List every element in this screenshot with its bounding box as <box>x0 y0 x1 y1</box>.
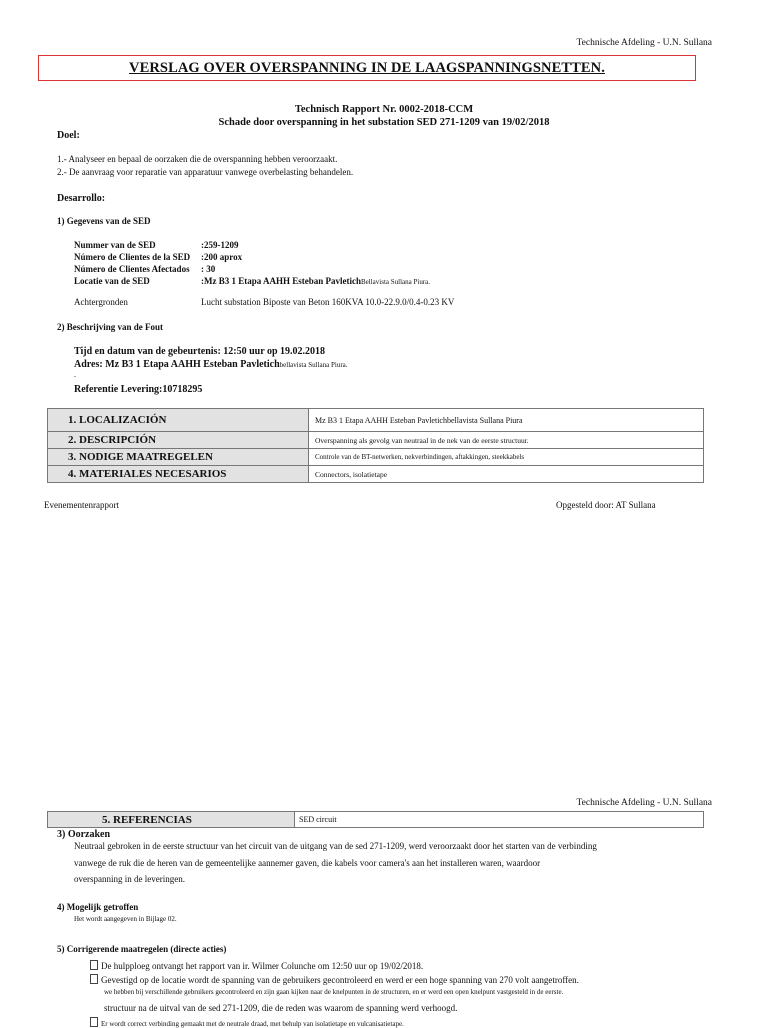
document-title: VERSLAG OVER OVERSPANNING IN DE LAAGSPANNINGSNETTEN. <box>129 59 605 76</box>
event-dot: . <box>74 370 76 379</box>
references-row <box>47 811 704 828</box>
table-value: Mz B3 1 Etapa AAHH Esteban Pavletichbellavista Sullana Piura <box>309 409 704 432</box>
table-label: 2. DESCRIPCIÓN <box>48 432 309 449</box>
checkbox-icon <box>90 1017 98 1027</box>
checkbox-icon <box>90 974 98 984</box>
mogelijk-heading: 4) Mogelijk getroffen <box>57 902 139 912</box>
summary-table <box>47 408 704 483</box>
event-reference: Referentie Levering:10718295 <box>74 384 203 395</box>
doel-item-1: 1.- Analyseer en bepaal de oorzaken die de overspanning hebben veroorzaakt. <box>57 154 338 164</box>
corrective-item-1: De hulpploeg ontvangt het rapport van ir. Wilmer Colunche om 12:50 uur op 19/02/2018. <box>90 960 423 971</box>
sed-label-clients: Número de Clientes de la SED <box>74 252 191 262</box>
sed-label-affected: Número de Clientes Afectados <box>74 264 190 274</box>
sed-label-location: Locatie van de SED <box>74 276 150 286</box>
page-header-dept: Technische Afdeling - U.N. Sullana <box>576 38 712 48</box>
sed-value-location: :Mz B3 1 Etapa AAHH Esteban PavletichBellavista Sullana Piura. <box>201 276 431 286</box>
table-value: Overspanning als gevolg van neutraal in de nek van de eerste structuur. <box>309 432 704 449</box>
page2-header-dept: Technische Afdeling - U.N. Sullana <box>576 798 712 808</box>
desarrollo-heading: Desarrollo: <box>57 193 106 204</box>
report-subtitle: Schade door overspanning in het substation SED 271-1209 van 19/02/2018 <box>218 117 550 128</box>
oorzaken-line-3: overspanning in de leveringen. <box>74 874 185 884</box>
event-address: Adres: Mz B3 1 Etapa AAHH Esteban Pavletichbellavista Sullana Piura. <box>74 359 348 370</box>
doel-item-2: 2.- De aanvraag voor reparatie van apparatuur vanwege overbelasting behandelen. <box>57 167 354 177</box>
table-row <box>48 449 704 466</box>
sed-value-clients: :200 aprox <box>201 252 243 262</box>
references-label: 5. REFERENCIAS <box>48 812 295 827</box>
section1-heading: 1) Gegevens van de SED <box>57 216 151 226</box>
table-label: 1. LOCALIZACIÓN <box>48 409 309 432</box>
sed-label-number: Nummer van de SED <box>74 240 156 250</box>
corrective-item-2-note: we hebben bij verschillende gebruikers gecontroleerd en zijn gaan kijken naar de knelpunten in de structuren, en er werd een open knelpunt vastgesteld in de eerste. <box>104 988 564 996</box>
checkbox-icon <box>90 960 98 970</box>
mogelijk-text: Het wordt aangegeven in Bijlage 02. <box>74 915 177 923</box>
oorzaken-heading: 3) Oorzaken <box>57 829 111 840</box>
table-value: Controle van de BT-netwerken, nekverbindingen, aftakkingen, steekkabels <box>309 449 704 466</box>
sed-value-number: :259-1209 <box>201 240 239 250</box>
background-value: Lucht substation Biposte van Beton 160KVA 10.0-22.9.0/0.4-0.23 KV <box>201 297 455 307</box>
corrective-item-2: Gevestigd op de locatie wordt de spanning van de gebruikers gecontroleerd en werd er een hoge spanning van 270 volt aangetroffen. <box>90 974 579 985</box>
event-time: Tijd en datum van de gebeurtenis: 12:50 uur op 19.02.2018 <box>74 346 326 357</box>
table-label: 4. MATERIALES NECESARIOS <box>48 466 309 483</box>
corrective-heading: 5) Corrigerende maatregelen (directe acties) <box>57 944 227 954</box>
sed-value-affected: : 30 <box>201 264 216 274</box>
oorzaken-line-2: vanwege de ruk die de heren van de gemeentelijke aannemer gaven, die kabels voor camera's aan het installeren waren, waardoor <box>74 858 541 868</box>
corrective-item-2-cont: structuur na de uitval van de sed 271-1209, die de reden was waarom de spanning werd verhoogd. <box>104 1003 458 1013</box>
references-value: SED circuit <box>299 815 337 824</box>
table-value: Connectors, isolatietape <box>309 466 704 483</box>
section2-heading: 2) Beschrijving van de Fout <box>57 322 164 332</box>
footer-right: Opgesteld door: AT Sullana <box>556 500 656 510</box>
table-row <box>48 432 704 449</box>
report-number: Technisch Rapport Nr. 0002-2018-CCM <box>294 104 474 115</box>
table-label: 3. NODIGE MAATREGELEN <box>48 449 309 466</box>
table-row <box>48 466 704 483</box>
footer-left: Evenementenrapport <box>44 500 119 510</box>
document-title-box <box>38 55 696 81</box>
oorzaken-line-1: Neutraal gebroken in de eerste structuur van het circuit van de uitgang van de sed 271-1209, werd veroorzaakt door het starten van de verbinding <box>74 841 597 851</box>
background-label: Achtergronden <box>74 297 128 307</box>
doel-heading: Doel: <box>57 130 80 141</box>
table-row <box>48 409 704 432</box>
corrective-item-3: Er wordt correct verbinding gemaakt met de neutrale draad, met behulp van isolatietape en vulcanisatietape. <box>90 1017 404 1028</box>
